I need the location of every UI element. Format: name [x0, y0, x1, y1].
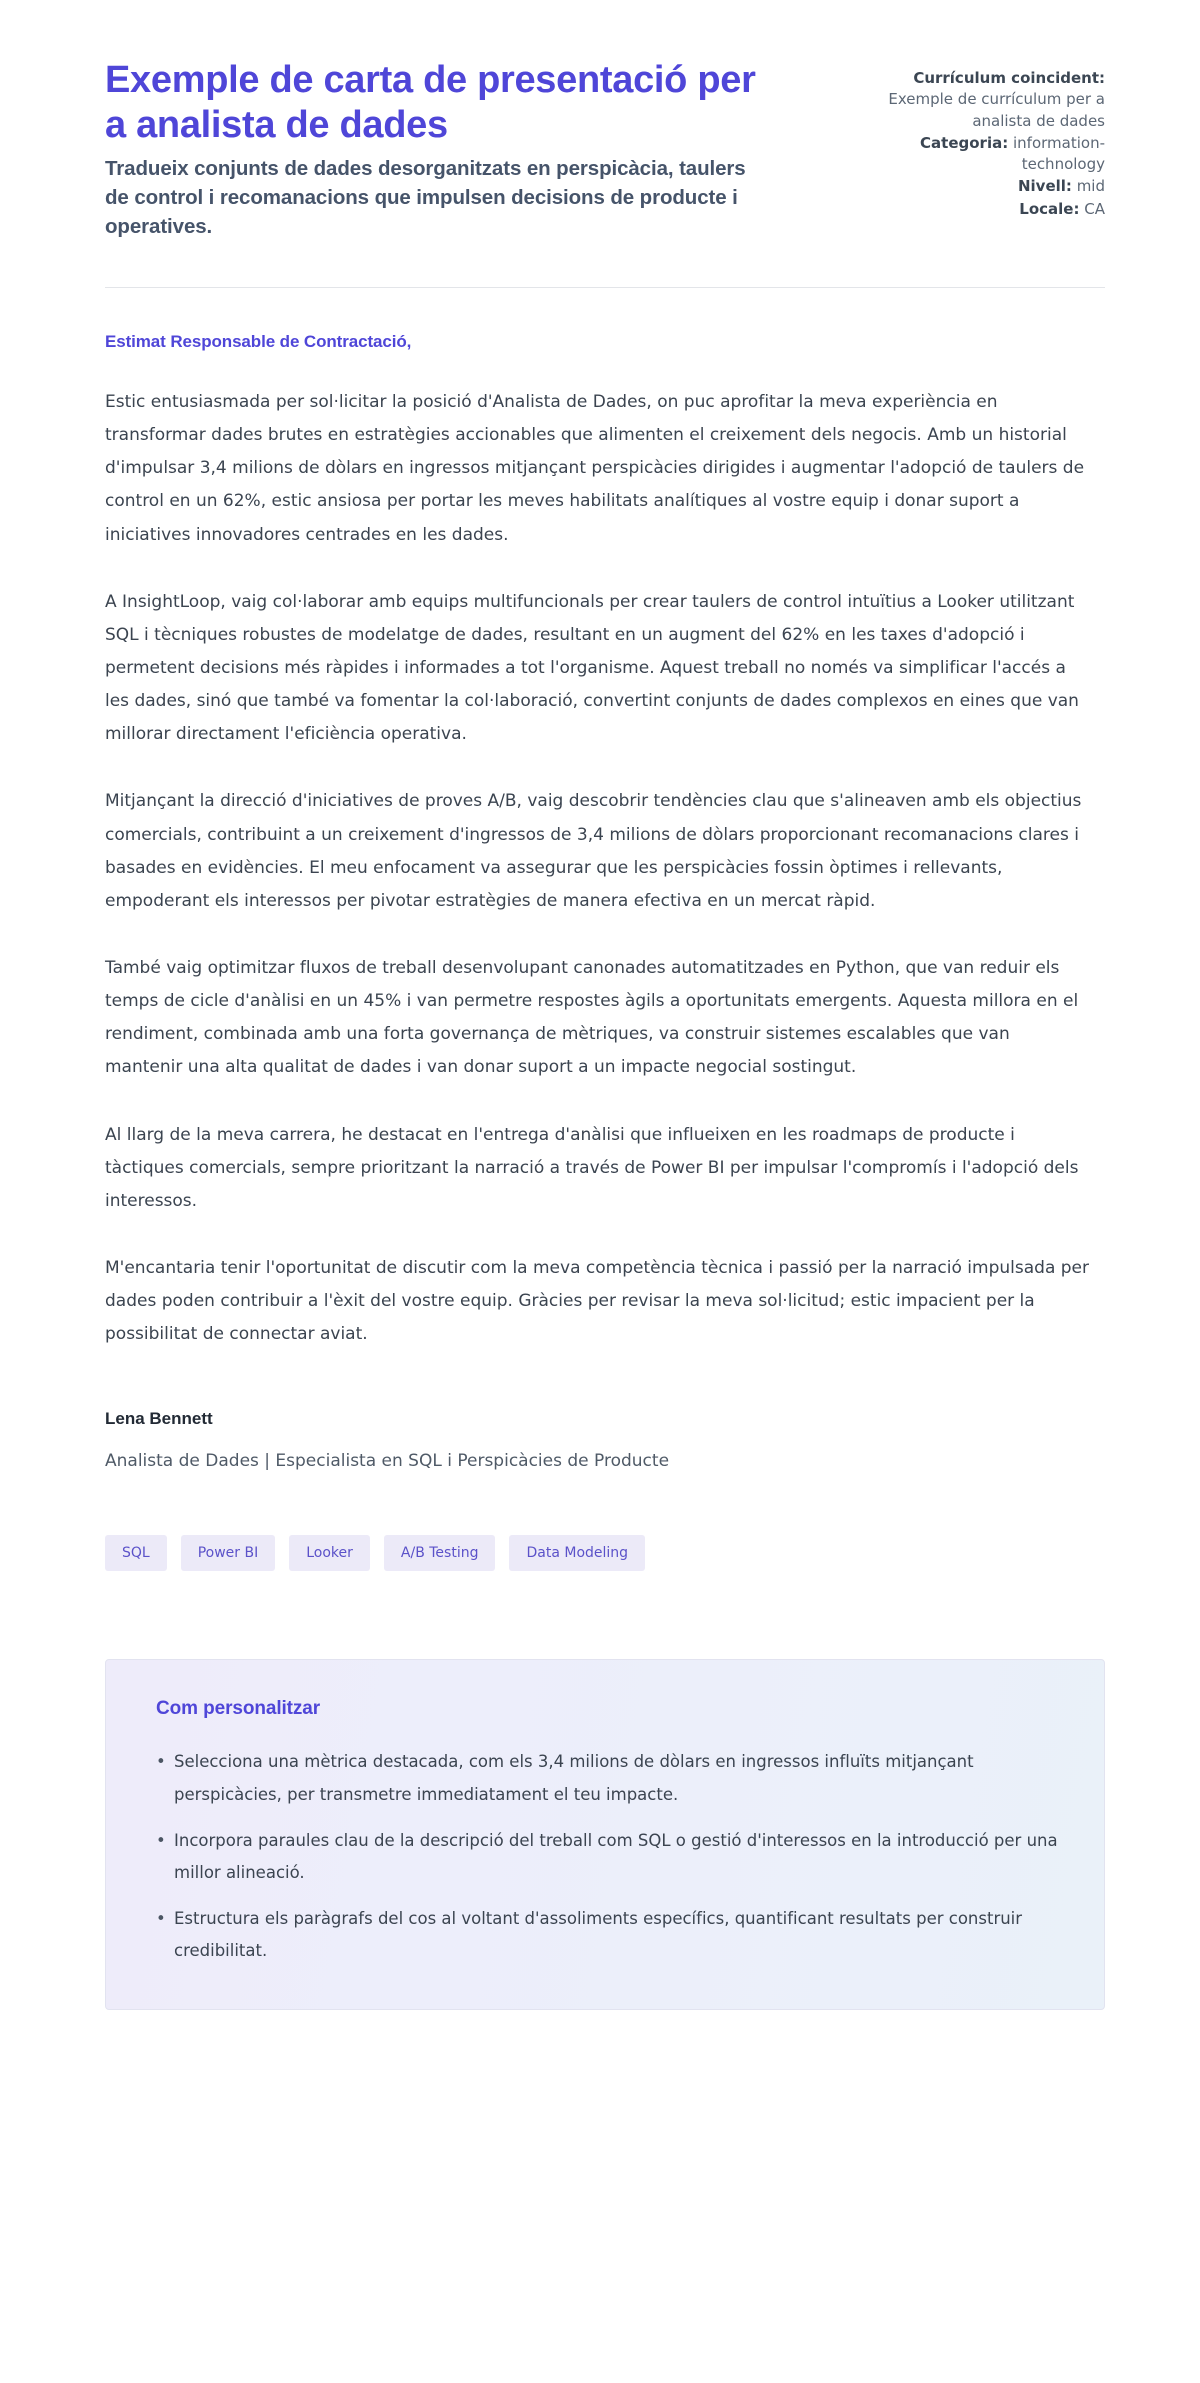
customization-tips-callout	[105, 1659, 1105, 2010]
letter-paragraph: Mitjançant la direcció d'iniciatives de proves A/B, vaig descobrir tendències clau que s'alineaven amb els objectius comercials, contribuint a un creixement d'ingressos de 3,4 milions de dòlars proporcionant recomanacions clares i basades en evidències. El meu enfocament va assegurar que les perspicàcies fossin òptimes i rellevants, empoderant els interessos per pivotar estratègies de manera efectiva en un mercat ràpid.	[105, 791, 1082, 911]
meta-level-value: mid	[1076, 177, 1105, 196]
header-title-block	[105, 58, 760, 241]
callout-tip-list	[140, 1746, 1058, 1967]
meta-level-label: Nivell:	[1017, 177, 1072, 196]
document-metadata	[875, 58, 1105, 221]
page-subtitle: Tradueix conjunts de dades desorganitzats en perspicàcia, taulers de control i recomanacions que impulsen decisions de producte i operatives.	[105, 156, 746, 238]
meta-matching-resume-value: Exemple de currículum per a analista de dades	[888, 90, 1105, 130]
bullet-icon: •	[156, 1909, 166, 1929]
meta-category-value: information-technology	[1013, 133, 1105, 174]
skill-tag-list	[105, 1535, 1105, 1571]
skill-tag[interactable]: Power BI	[181, 1535, 276, 1571]
letter-paragraph: M'encantaria tenir l'oportunitat de discutir com la meva competència tècnica i passió per la narració impulsada per dades poden contribuir a l'èxit del vostre equip. Gràcies per revisar la meva sol·licitud; estic impacient per la possibilitat de connectar aviat.	[105, 1257, 1090, 1345]
skill-tag[interactable]: SQL	[105, 1535, 167, 1571]
letter-paragraph: Estic entusiasmada per sol·licitar la posició d'Analista de Dades, on puc aprofitar la meva experiència en transformar dades brutes en estratègies accionables que alimenten el creixement dels negocis. Amb un historial d'impulsar 3,4 milions de dòlars en ingressos mitjançant perspicàcies dirigides i augmentar l'adopció de taulers de control en un 62%, estic ansiosa per portar les meves habilitats analítiques al vostre equip i donar suport a iniciatives innovadores centrades en les dades.	[105, 391, 1085, 545]
meta-locale-label: Locale:	[1019, 199, 1080, 218]
list-item	[140, 1746, 1058, 1810]
page-header	[105, 0, 1105, 241]
list-item-text: Estructura els paràgrafs del cos al voltant d'assoliments específics, quantificant resultats per construir credibilitat.	[174, 1909, 1023, 1961]
list-item	[140, 1825, 1058, 1889]
letter-paragraph: A InsightLoop, vaig col·laborar amb equips multifuncionals per crear taulers de control intuïtius a Looker utilitzant SQL i tècniques robustes de modelatge de dades, resultant en un augment del 62% en les taxes d'adopció i permetent decisions més ràpides i informades a tot l'organisme. Aquest treball no només va simplificar l'accés a les dades, sinó que també va fomentar la col·laboració, convertint conjunts de dades complexos en eines que van millorar directament l'eficiència operativa.	[105, 591, 1079, 745]
callout-title: Com personalitzar	[156, 1698, 321, 1720]
signature-name: Lena Bennett	[105, 1409, 213, 1429]
letter-paragraph: Al llarg de la meva carrera, he destacat en l'entrega d'anàlisi que influeixen en les roadmaps de producte i tàctiques comercials, sempre prioritzant la narració a través de Power BI per impulsar l'compromís i l'adopció dels interessos.	[105, 1124, 1079, 1211]
bullet-icon: •	[156, 1752, 166, 1772]
letter-salutation: Estimat Responsable de Contractació,	[105, 331, 412, 351]
meta-locale-value: CA	[1084, 199, 1105, 218]
list-item-text: Selecciona una mètrica destacada, com els 3,4 milions de dòlars en ingressos influïts mitjançant perspicàcies, per transmetre immediatament el teu impacte.	[174, 1752, 974, 1804]
bullet-icon: •	[156, 1830, 166, 1850]
meta-locale	[875, 199, 1105, 220]
skill-tag[interactable]: Looker	[289, 1535, 370, 1571]
meta-category	[875, 133, 1105, 176]
list-item	[140, 1903, 1058, 1967]
letter-paragraph: També vaig optimitzar fluxos de treball desenvolupant canonades automatitzades en Python, que van reduir els temps de cicle d'anàlisi en un 45% i van permetre respostes àgils a oportunitats emergents. Aquesta millora en el rendiment, combinada amb una forta governança de mètriques, va construir sistemes escalables que van mantenir una alta qualitat de dades i van donar suport a un impacte negocial sostingut.	[105, 957, 1079, 1078]
skill-tag[interactable]: Data Modeling	[509, 1535, 645, 1571]
letter-signature	[105, 1409, 1105, 1471]
skill-tag[interactable]: A/B Testing	[384, 1535, 496, 1571]
page-title: Exemple de carta de presentació per a analista de dades	[105, 59, 756, 146]
signature-role: Analista de Dades | Especialista en SQL i Perspicàcies de Producte	[105, 1451, 670, 1472]
meta-matching-resume	[875, 68, 1105, 132]
cover-letter-body	[105, 288, 1105, 1571]
list-item-text: Incorpora paraules clau de la descripció del treball com SQL o gestió d'interessos en la introducció per una millor alineació.	[174, 1830, 1058, 1882]
meta-matching-resume-label: Currículum coincident:	[913, 69, 1105, 87]
meta-category-label: Categoria:	[920, 133, 1009, 152]
meta-level	[875, 176, 1105, 197]
